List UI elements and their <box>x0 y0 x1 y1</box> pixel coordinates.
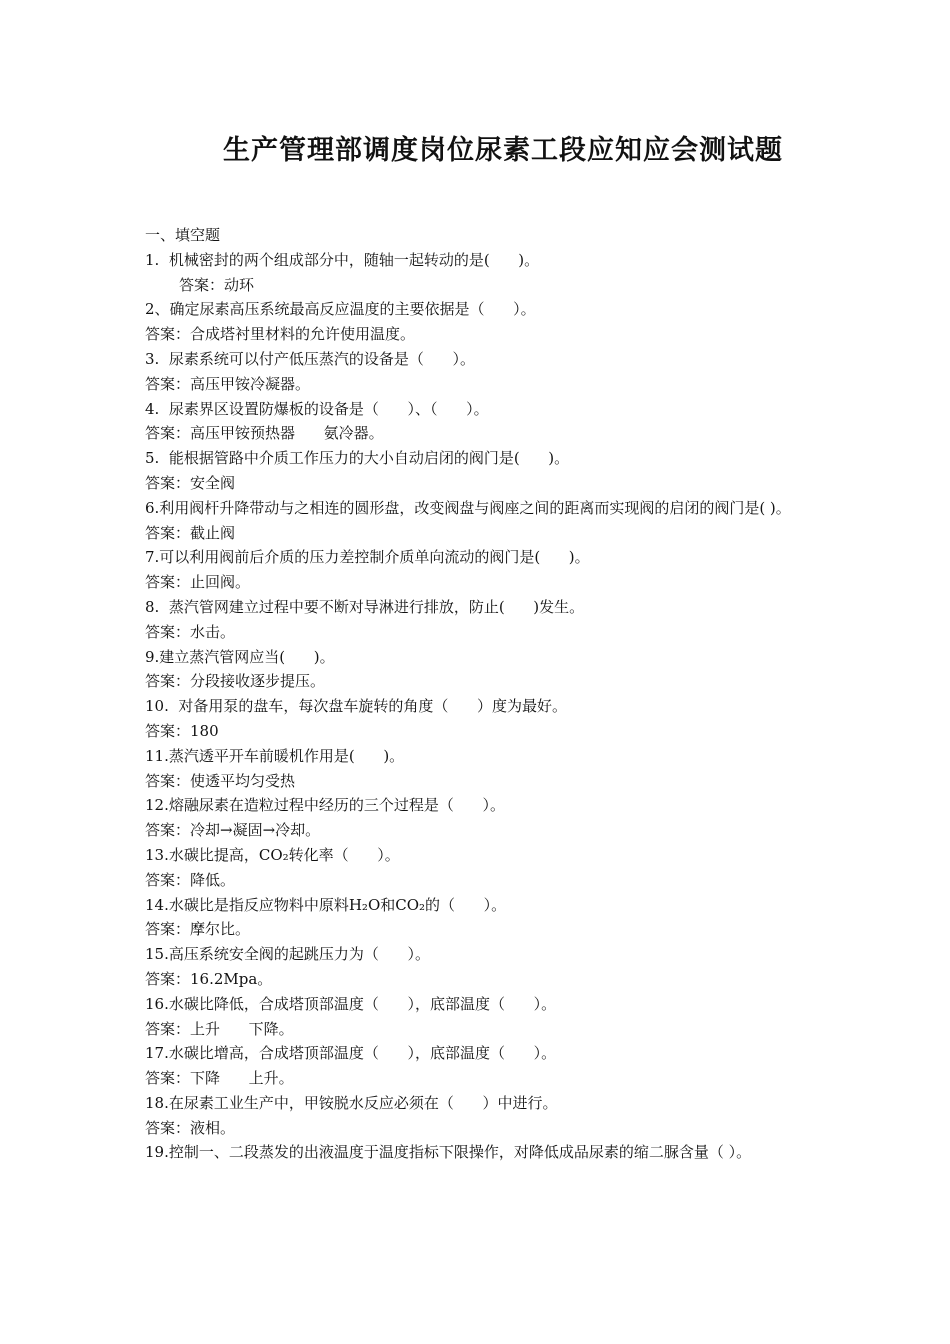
answer-line: 答案：动环 <box>179 275 255 294</box>
question-line: 18.在尿素工业生产中，甲铵脱水反应必须在（ ）中进行。 <box>145 1093 558 1112</box>
question-line: 5. 能根据管路中介质工作压力的大小自动启闭的阀门是( )。 <box>145 449 570 468</box>
answer-line: 答案：下降 上升。 <box>145 1069 294 1088</box>
question-line: 8. 蒸汽管网建立过程中要不断对导淋进行排放，防止( )发生。 <box>145 597 585 616</box>
answer-line: 答案：降低。 <box>145 870 236 889</box>
question-line: 16.水碳比降低，合成塔顶部温度（ ），底部温度（ ）。 <box>145 994 557 1013</box>
answer-line: 答案：安全阀 <box>145 473 236 492</box>
question-line: 13.水碳比提高，CO₂转化率（ ）。 <box>145 845 400 864</box>
answer-line: 答案：水击。 <box>145 622 236 641</box>
question-line: 1. 机械密封的两个组成部分中，随轴一起转动的是( )。 <box>145 250 540 269</box>
question-line: 15.高压系统安全阀的起跳压力为（ ）。 <box>145 945 430 964</box>
answer-line: 答案：高压甲铵冷凝器。 <box>145 374 311 393</box>
question-line: 10. 对备用泵的盘车，每次盘车旋转的角度（ ）度为最好。 <box>145 697 568 716</box>
answer-line: 答案：冷却→凝固→冷却。 <box>145 821 321 840</box>
question-line: 7.可以利用阀前后介质的压力差控制介质单向流动的阀门是( )。 <box>145 548 590 567</box>
question-line: 19.控制一、二段蒸发的出液温度于温度指标下限操作，对降低成品尿素的缩二脲含量（ ）。 <box>145 1143 752 1162</box>
question-line: 9.建立蒸汽管网应当( )。 <box>145 647 335 666</box>
answer-line: 答案：16.2Mpa。 <box>145 969 273 988</box>
answer-line: 答案：止回阀。 <box>145 573 251 592</box>
document-body <box>145 223 813 1165</box>
question-line: 14.水碳比是指反应物料中原料H₂O和CO₂的（ ）。 <box>145 895 507 914</box>
answer-line: 答案：上升 下降。 <box>145 1019 294 1038</box>
answer-line: 答案：180 <box>145 721 219 740</box>
answer-line: 答案：使透平均匀受热 <box>145 771 296 790</box>
question-line: 3. 尿素系统可以付产低压蒸汽的设备是（ ）。 <box>145 349 475 368</box>
question-line: 11.蒸汽透平开车前暖机作用是( )。 <box>145 746 405 765</box>
question-line: 17.水碳比增高，合成塔顶部温度（ ），底部温度（ ）。 <box>145 1044 557 1063</box>
answer-line: 答案：液相。 <box>145 1118 236 1137</box>
question-line: 12.熔融尿素在造粒过程中经历的三个过程是（ ）。 <box>145 796 505 815</box>
answer-line: 答案：分段接收逐步提压。 <box>145 672 326 691</box>
question-line: 4. 尿素界区设置防爆板的设备是（ ）、（ ）。 <box>145 399 489 418</box>
document-title: 生产管理部调度岗位尿素工段应知应会测试题 <box>223 135 783 166</box>
answer-line: 答案：合成塔衬里材料的允许使用温度。 <box>145 325 416 344</box>
answer-line: 答案：截止阀 <box>145 523 236 542</box>
question-line: 6.利用阀杆升降带动与之相连的圆形盘，改变阀盘与阀座之间的距离而实现阀的启闭的阀门是( )。 <box>145 498 791 517</box>
answer-line: 答案：摩尔比。 <box>145 920 251 939</box>
question-line: 2、确定尿素高压系统最高反应温度的主要依据是（ ）。 <box>145 300 536 319</box>
section-heading: 一、填空题 <box>145 226 221 244</box>
answer-line: 答案：高压甲铵预热器 氨冷器。 <box>145 424 384 443</box>
